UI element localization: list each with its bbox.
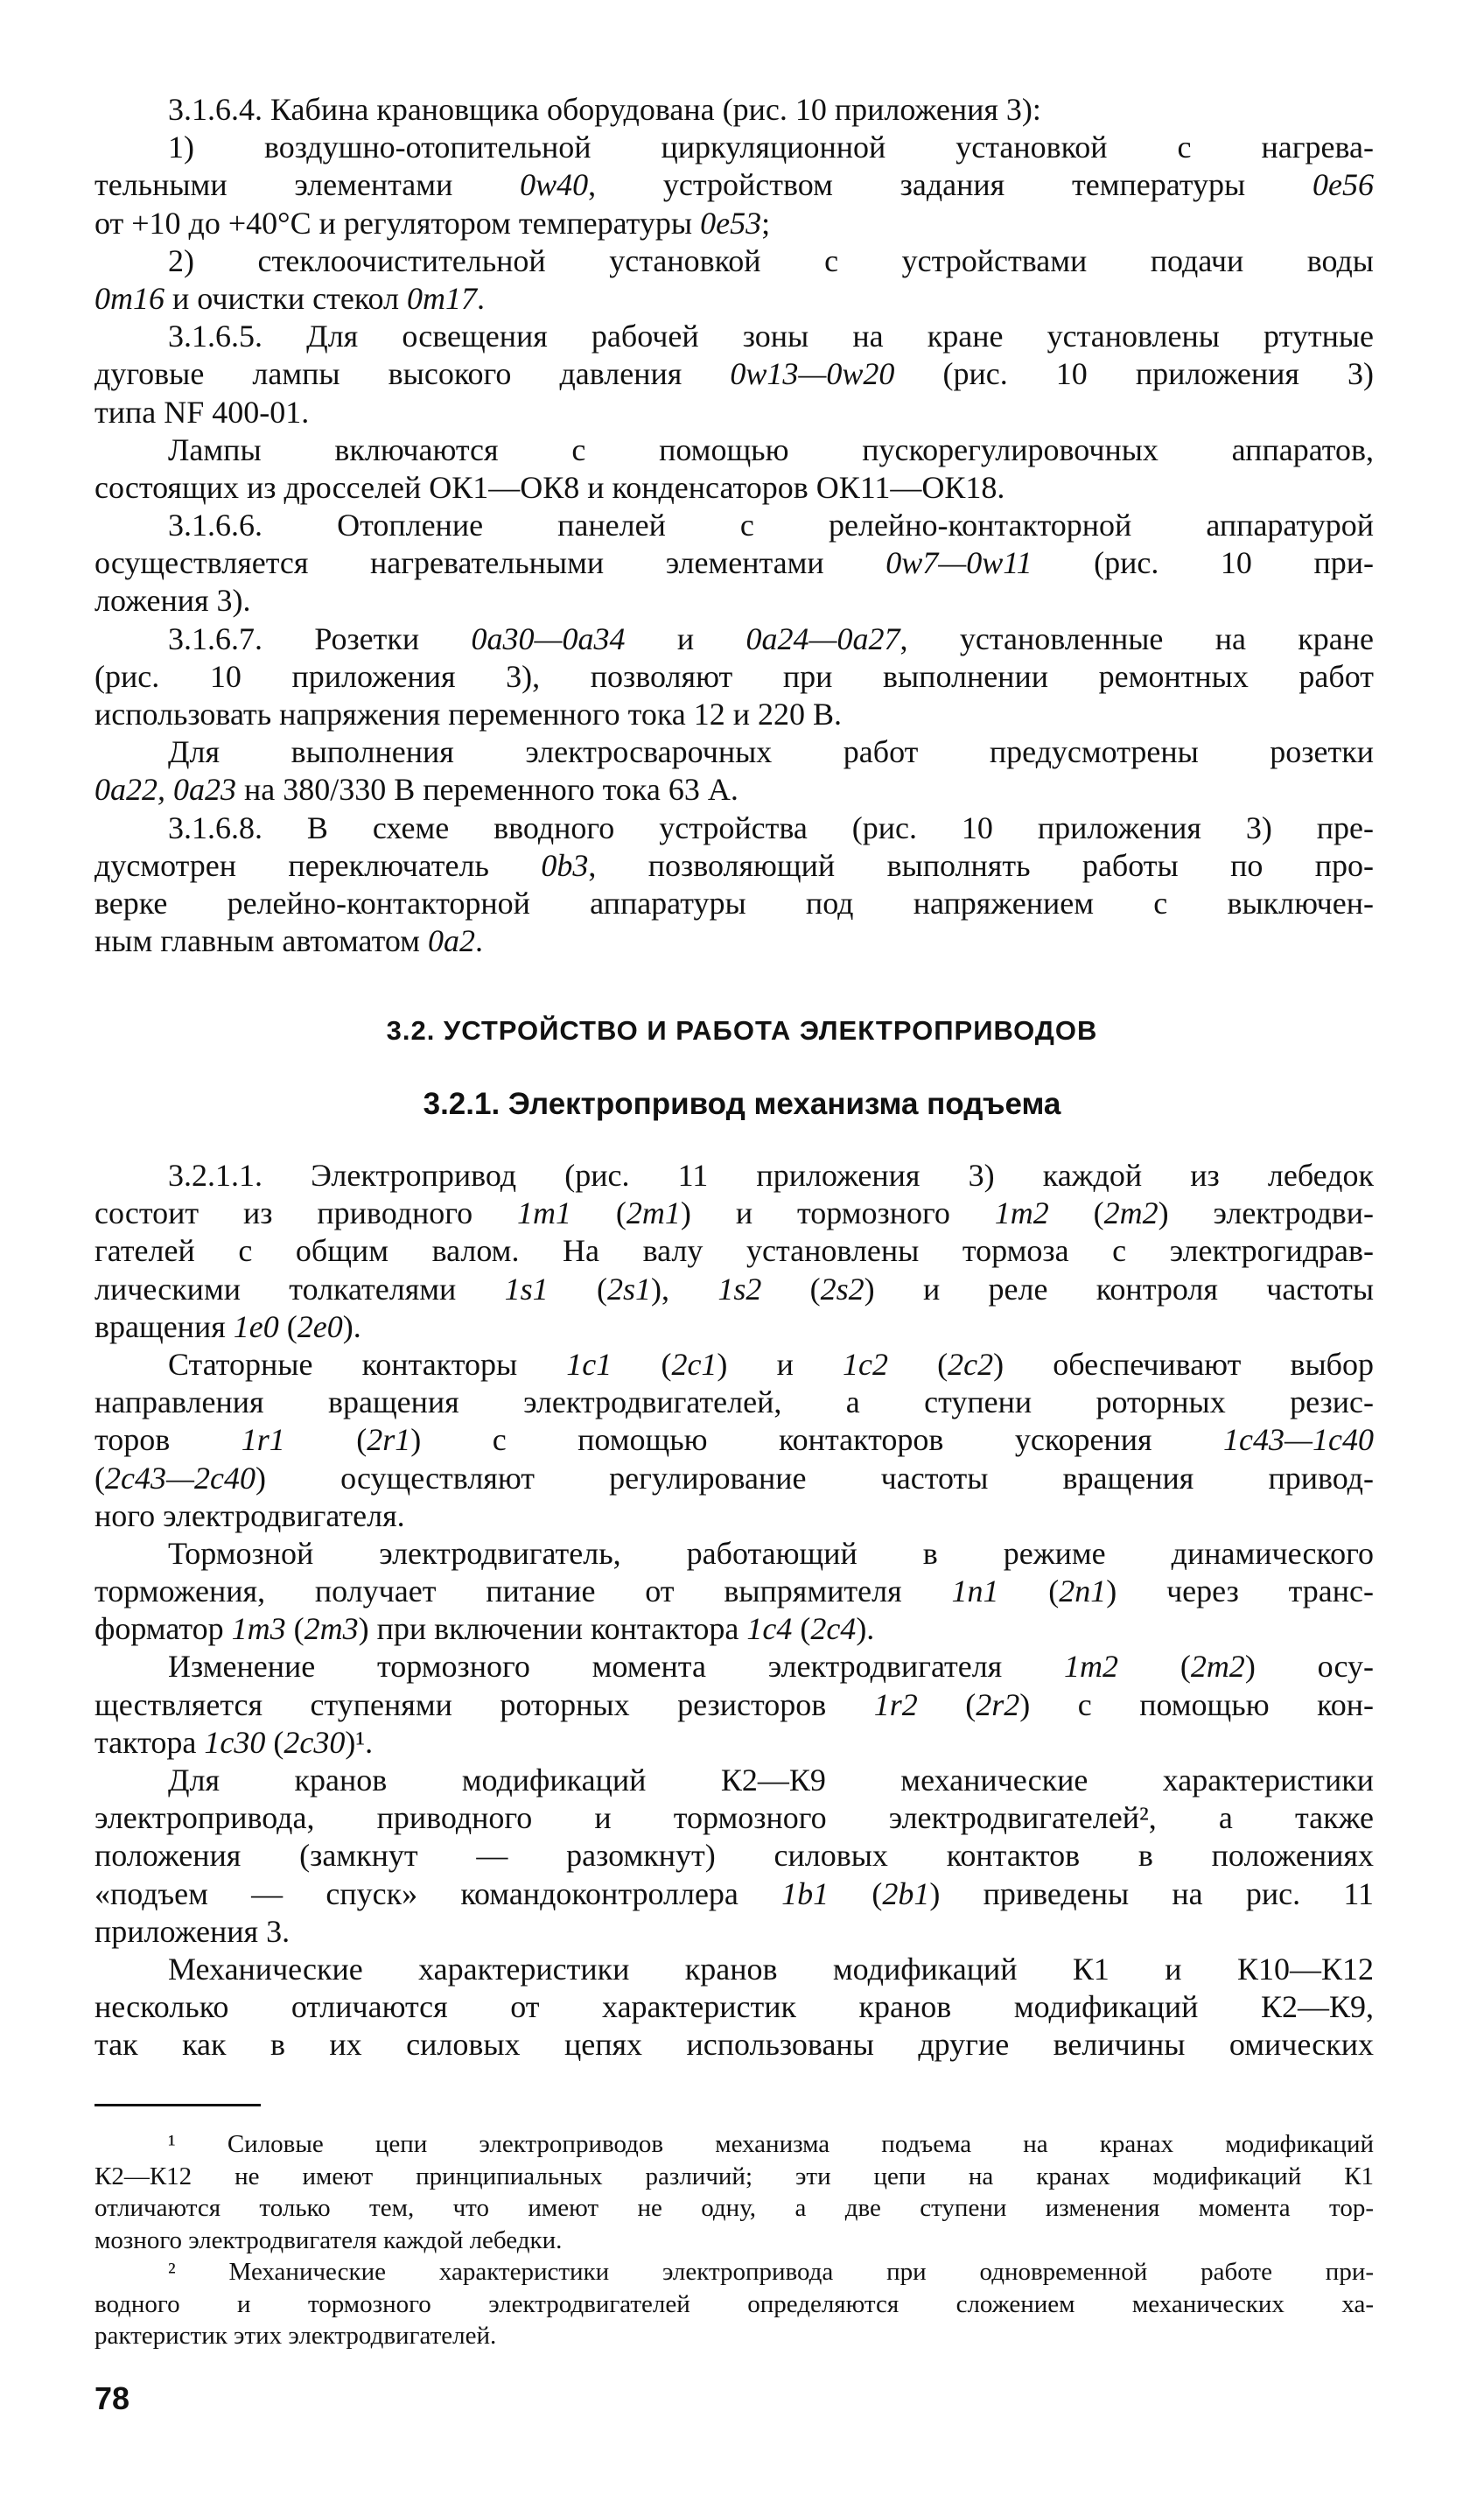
text-line [94,1799,1374,1837]
text-line [94,1648,1374,1686]
text-run: ( [917,1686,976,1722]
paragraph [94,620,1374,734]
text-run: К2—К12 не имеют принципиальных различий; эти цепи на кранах модификаций К1 [94,2162,1374,2190]
paragraph [94,809,1374,961]
text-run: ( [278,1308,298,1344]
text-line [94,431,1374,469]
text-line [94,1988,1374,2026]
text-run: 3.1.6.8. В схеме вводного устройства (рис. 10 приложения 3) пре- [168,809,1374,845]
component-designation: 1c43—1c40 [1223,1422,1374,1458]
text-run: использовать напряжения переменного тока 12 и 220 В. [94,697,843,732]
text-line [94,1232,1374,1270]
text-run: дусмотрен переключатель [94,847,542,883]
component-designation: 2b1 [882,1875,930,1911]
text-run: электропривода, приводного и тормозного электродвигателей², а также [94,1800,1374,1836]
text-run: ( [612,1346,672,1382]
text-run: ) и [717,1346,843,1382]
component-designation: 1m2 [1064,1649,1119,1685]
text-run: и очистки стекол [164,280,408,316]
text-run: направления вращения электродвигателей, а ступени роторных резис- [94,1384,1374,1420]
text-run: состоящих из дросселей ОК1—ОК8 и конденсаторов ОК11—ОК18. [94,469,1005,505]
text-line [94,1535,1374,1573]
text-run: ( [761,1271,821,1307]
text-line [94,1573,1374,1610]
text-run: гателей с общим валом. На валу установлены тормоза с электрогидрав- [94,1233,1374,1269]
text-run: рактеристик этих электродвигателей. [94,2322,497,2350]
text-line [94,1195,1374,1232]
component-designation: 2c30 [284,1724,346,1760]
text-line [94,1724,1374,1762]
body-text-top [94,91,1374,960]
text-run: положения (замкнут — разомкнут) силовых контактов в положениях [94,1838,1374,1874]
text-line [94,129,1374,166]
text-run: ществляется ступенями роторных резисторов [94,1686,874,1722]
text-line [94,544,1374,582]
component-designation: 2s2 [820,1271,864,1307]
subsection-heading: 3.2.1. Электропривод механизма подъема [423,1087,1061,1121]
text-line [94,205,1374,242]
text-line [94,922,1374,960]
text-line [94,1421,1374,1459]
component-designation: 0a22, 0a23 [94,772,236,808]
text-run: ным главным автоматом [94,923,428,959]
component-designation: 0a30—0a34 [471,620,626,656]
text-run: на 380/330 В переменного тока 63 А. [236,772,738,808]
text-run: ). [856,1611,875,1647]
body-text-bottom [94,1157,1374,2064]
component-designation: 2m1 [626,1195,681,1231]
text-run: Для кранов модификаций К2—К9 механические характеристики [168,1763,1374,1798]
paragraph [94,733,1374,809]
text-run: лическими толкателями [94,1271,505,1307]
text-run: торов [94,1422,242,1458]
text-run: ) через транс- [1106,1573,1374,1609]
text-run: . [474,923,483,959]
footnote-divider [94,2104,261,2106]
text-run: ) при включении контактора [358,1611,747,1647]
text-run: ) приведены на рис. 11 [929,1875,1374,1911]
text-run: ) и реле контроля частоты [864,1271,1375,1307]
component-designation: 2m3 [304,1611,359,1647]
text-line [94,507,1374,544]
text-run: . [477,280,486,316]
component-designation: 0b3 [541,847,589,883]
text-line [94,1346,1374,1384]
component-designation: 2m2 [1190,1649,1245,1685]
text-run: ) и тормозного [680,1195,995,1231]
text-run: (рис. 10 приложения 3) [894,356,1374,392]
text-run: верке релейно-контакторной аппаратуры под напряжением с выключен- [94,885,1374,921]
component-designation: 0a2 [427,923,475,959]
paragraph [94,1535,1374,1649]
text-run: ( [548,1271,607,1307]
text-run: ; [761,205,771,241]
text-line [94,2320,1374,2352]
component-designation: 1c2 [843,1346,888,1382]
text-line [94,1686,1374,1724]
text-run: Изменение тормозного момента электродвигателя [168,1649,1065,1685]
text-run: Лампы включаются с помощью пускорегулировочных аппаратов, [168,431,1374,467]
component-designation: 0e56 [1312,167,1374,203]
text-line [94,809,1374,847]
footnote [94,2128,1374,2256]
text-line [94,242,1374,280]
text-line [94,1460,1374,1497]
text-run: ( [94,1460,105,1496]
text-line [94,318,1374,355]
text-run: 2) стеклоочистительной установкой с устройствами подачи воды [168,242,1374,278]
text-run: тельными элементами [94,167,521,203]
component-designation: 2e0 [297,1308,343,1344]
text-line [94,1913,1374,1951]
text-line [94,91,1374,129]
text-line [94,1837,1374,1875]
text-line [94,620,1374,658]
text-line [94,1384,1374,1421]
component-designation: 0a24—0a27 [746,620,900,656]
component-designation: 0e53 [700,205,762,241]
paragraph [94,1157,1374,1346]
component-designation: 1c4 [746,1611,793,1647]
text-run: ), [651,1271,718,1307]
component-designation: 1m2 [994,1195,1049,1231]
component-designation: 1n1 [951,1573,999,1609]
component-designation: 2c2 [948,1346,994,1382]
text-run: мозного электродвигателя каждой лебедки. [94,2225,563,2254]
text-run: несколько отличаются от характеристик кранов модификаций К2—К9, [94,1989,1374,2025]
text-run: Для выполнения электросварочных работ предусмотрены розетки [168,734,1374,770]
text-run: 1) воздушно-отопительной циркуляционной установкой с нагрева- [168,130,1374,165]
component-designation: 0m17 [407,280,478,316]
text-line [94,469,1374,507]
text-run: тактора [94,1724,205,1760]
text-line [94,847,1374,885]
component-designation: 2s1 [606,1271,651,1307]
text-line [94,885,1374,922]
text-run: ¹ Силовые цепи электроприводов механизма подъема на кранах модификаций [168,2130,1374,2158]
text-line [94,2128,1374,2161]
text-run: ного электродвигателя. [94,1497,405,1533]
text-line [94,1762,1374,1799]
text-line [94,2026,1374,2064]
text-run: 3.2.1.1. Электропривод (рис. 11 приложения 3) каждой из лебедок [168,1158,1374,1193]
paragraph [94,1648,1374,1762]
text-run: ( [887,1346,948,1382]
paragraph [94,242,1374,318]
text-run: ( [284,1422,368,1458]
footnotes [94,2128,1374,2352]
text-run: ( [571,1195,626,1231]
text-run: , устройством задания температуры [588,167,1313,203]
component-designation: 2c43—2c40 [105,1460,256,1496]
text-run: 3.1.6.4. Кабина крановщика оборудована (рис. 10 приложения 3): [168,92,1041,127]
text-run: так как в их силовых цепях использованы другие величины омических [94,2027,1374,2063]
text-run: ( [265,1724,284,1760]
text-run: от +10 до +40°С и регулятором температуры [94,205,701,241]
component-designation: 0w7—0w11 [886,545,1032,581]
component-designation: 1b1 [781,1875,830,1911]
text-line [94,280,1374,318]
text-run: 3.1.6.7. Розетки [168,620,472,656]
text-line [94,1157,1374,1195]
text-run: ( [829,1875,883,1911]
text-line [94,1308,1374,1346]
text-line [94,2192,1374,2225]
text-run: ) осу- [1244,1649,1374,1685]
text-run: состоит из приводного [94,1195,518,1231]
paragraph [94,1951,1374,2064]
text-run: , установленные на кране [900,620,1375,656]
text-run: ) с помощью кон- [1019,1686,1374,1722]
component-designation: 1c1 [566,1346,612,1382]
page-number: 78 [94,2380,130,2416]
text-run: ложения 3). [94,583,251,619]
text-run: Механические характеристики кранов модификаций К1 и К10—К12 [168,1951,1374,1987]
text-line [94,658,1374,696]
section-heading: 3.2. УСТРОЙСТВО И РАБОТА ЭЛЕКТРОПРИВОДОВ [386,1015,1098,1046]
paragraph [94,507,1374,620]
text-run: 3.1.6.6. Отопление панелей с релейно-контакторной аппаратурой [168,508,1374,543]
component-designation: 2c4 [810,1611,857,1647]
component-designation: 2m2 [1103,1195,1158,1231]
text-run: Тормозной электродвигатель, работающий в режиме динамического [168,1535,1374,1571]
text-line [94,2225,1374,2257]
component-designation: 2r1 [367,1422,411,1458]
text-line [94,1271,1374,1308]
text-line [94,1497,1374,1535]
component-designation: 1s1 [504,1271,549,1307]
component-designation: 1s2 [718,1271,762,1307]
text-run: ) электродви- [1158,1195,1375,1231]
text-line [94,1610,1374,1648]
text-line [94,2288,1374,2321]
text-line [94,733,1374,771]
text-run: (рис. 10 приложения 3), позволяют при выполнении ремонтных работ [94,658,1374,694]
text-line [94,394,1374,431]
component-designation: 0m16 [94,280,164,316]
text-line [94,771,1374,809]
component-designation: 2r2 [976,1686,1020,1722]
component-designation: 1m3 [231,1611,286,1647]
text-run: ( [792,1611,811,1647]
component-designation: 0w13—0w20 [730,356,895,392]
paragraph [94,318,1374,431]
text-run: ² Механические характеристики электропривода при одновременной работе при- [168,2258,1374,2286]
footnote [94,2256,1374,2352]
text-run: приложения 3. [94,1913,290,1949]
text-run: ( [998,1573,1060,1609]
text-run: 3.1.6.5. Для освещения рабочей зоны на кране установлены ртутные [168,319,1374,354]
text-run: дуговые лампы высокого давления [94,356,731,392]
text-run: ) осуществляют регулирование частоты вращения привод- [255,1460,1374,1496]
text-run: ). [342,1308,361,1344]
component-designation: 0w40 [520,167,589,203]
component-designation: 1r2 [873,1686,918,1722]
text-line [94,1875,1374,1913]
text-line [94,166,1374,204]
paragraph [94,1346,1374,1535]
component-designation: 1e0 [233,1308,279,1344]
text-run: торможения, получает питание от выпрямителя [94,1573,952,1609]
component-designation: 2n1 [1059,1573,1107,1609]
text-run: типа NF 400-01. [94,394,310,430]
text-run: , позволяющий выполнять работы по про- [588,847,1375,883]
text-run: водного и тормозного электродвигателей определяются сложением механических ха- [94,2289,1374,2318]
text-line [94,2256,1374,2288]
component-designation: 1m1 [517,1195,572,1231]
text-run: вращения [94,1308,234,1344]
text-run: ( [1118,1649,1191,1685]
component-designation: 1c30 [204,1724,266,1760]
text-run: (рис. 10 при- [1032,545,1374,581]
text-run: )¹. [345,1724,374,1760]
component-designation: 2c1 [671,1346,718,1382]
text-run: осуществляется нагревательными элементами [94,545,886,581]
paragraph [94,129,1374,242]
text-run: ) с помощью контакторов ускорения [410,1422,1224,1458]
text-line [94,355,1374,393]
text-run: «подъем — спуск» командоконтроллера [94,1875,782,1911]
text-run: ( [1048,1195,1104,1231]
text-run: отличаются только тем, что имеют не одну, а две ступени изменения момента тор- [94,2194,1374,2222]
text-run: ) обеспечивают выбор [993,1346,1374,1382]
text-run: и [625,620,746,656]
paragraph [94,91,1374,129]
text-run: Статорные контакторы [168,1346,567,1382]
text-line [94,1951,1374,1988]
paragraph [94,1762,1374,1951]
text-line [94,696,1374,733]
text-line [94,582,1374,620]
text-line [94,2161,1374,2193]
paragraph [94,431,1374,507]
text-run: ( [285,1611,304,1647]
text-run: форматор [94,1611,232,1647]
component-designation: 1r1 [241,1422,285,1458]
